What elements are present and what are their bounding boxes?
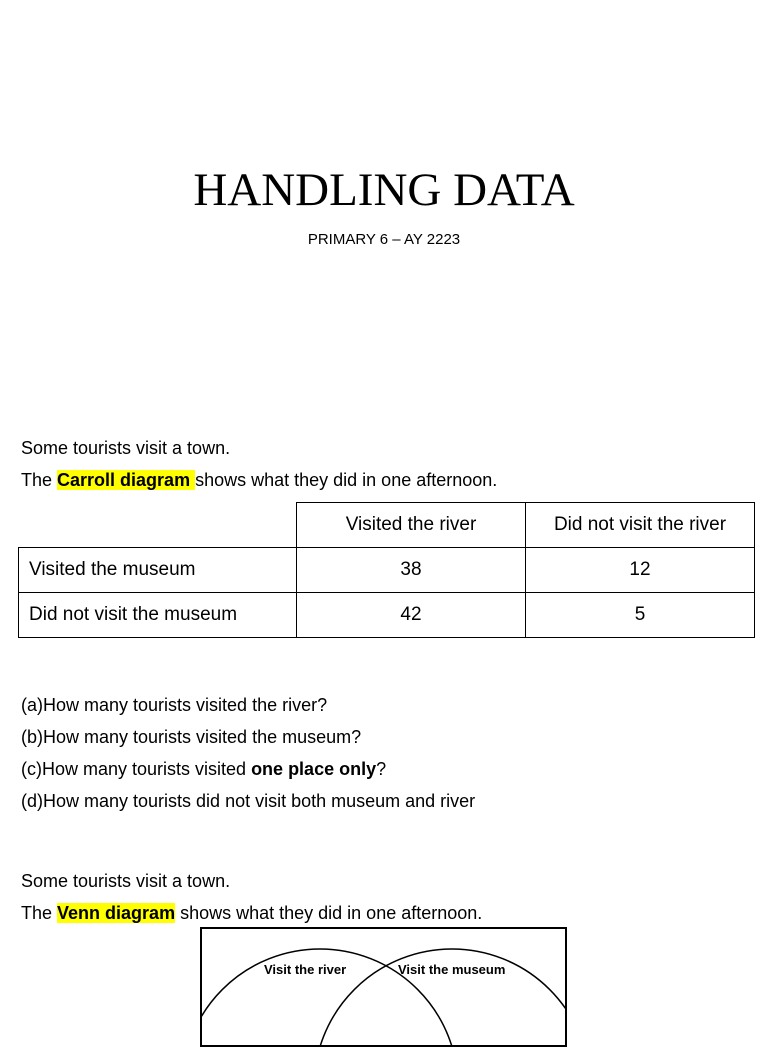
intro2-line2-pre: The bbox=[21, 903, 58, 923]
venn-label-museum: Visit the museum bbox=[398, 962, 506, 977]
question-b: (b)How many tourists visited the museum? bbox=[21, 727, 362, 747]
question-d: (d)How many tourists did not visit both museum and river bbox=[21, 791, 476, 811]
carroll-diagram-highlight: Carroll diagram bbox=[57, 470, 196, 490]
intro2-line1: Some tourists visit a town. bbox=[21, 871, 231, 891]
carroll-corner-cell bbox=[19, 503, 297, 548]
carroll-cell: 5 bbox=[526, 593, 755, 638]
question-c-pre: (c)How many tourists visited bbox=[21, 759, 252, 779]
carroll-table bbox=[18, 502, 755, 638]
table-row bbox=[19, 593, 755, 638]
carroll-col-header: Visited the river bbox=[297, 503, 526, 548]
carroll-cell: 12 bbox=[526, 548, 755, 593]
question-c bbox=[21, 757, 386, 781]
intro1-line2-post: shows what they did in one afternoon. bbox=[195, 470, 498, 490]
carroll-row-header: Visited the museum bbox=[19, 548, 297, 593]
question-a: (a)How many tourists visited the river? bbox=[21, 695, 328, 715]
venn-circles bbox=[202, 929, 567, 1047]
intro1-line2 bbox=[21, 468, 497, 492]
table-row bbox=[19, 548, 755, 593]
carroll-header-row bbox=[19, 503, 755, 548]
carroll-cell: 42 bbox=[297, 593, 526, 638]
page-title: HANDLING DATA bbox=[193, 164, 575, 216]
intro1-line1: Some tourists visit a town. bbox=[21, 438, 231, 458]
carroll-cell: 38 bbox=[297, 548, 526, 593]
question-c-bold: one place only bbox=[251, 759, 377, 779]
question-c-post: ? bbox=[376, 759, 387, 779]
intro2-line2-post: shows what they did in one afternoon. bbox=[175, 903, 483, 923]
venn-diagram bbox=[200, 927, 567, 1047]
page-subtitle: PRIMARY 6 – AY 2223 bbox=[307, 231, 461, 248]
carroll-row-header: Did not visit the museum bbox=[19, 593, 297, 638]
venn-label-river: Visit the river bbox=[264, 962, 347, 977]
carroll-col-header: Did not visit the river bbox=[526, 503, 755, 548]
venn-diagram-highlight: Venn diagram bbox=[57, 903, 176, 923]
intro2-line2 bbox=[21, 901, 482, 925]
intro1-line2-pre: The bbox=[21, 470, 58, 490]
